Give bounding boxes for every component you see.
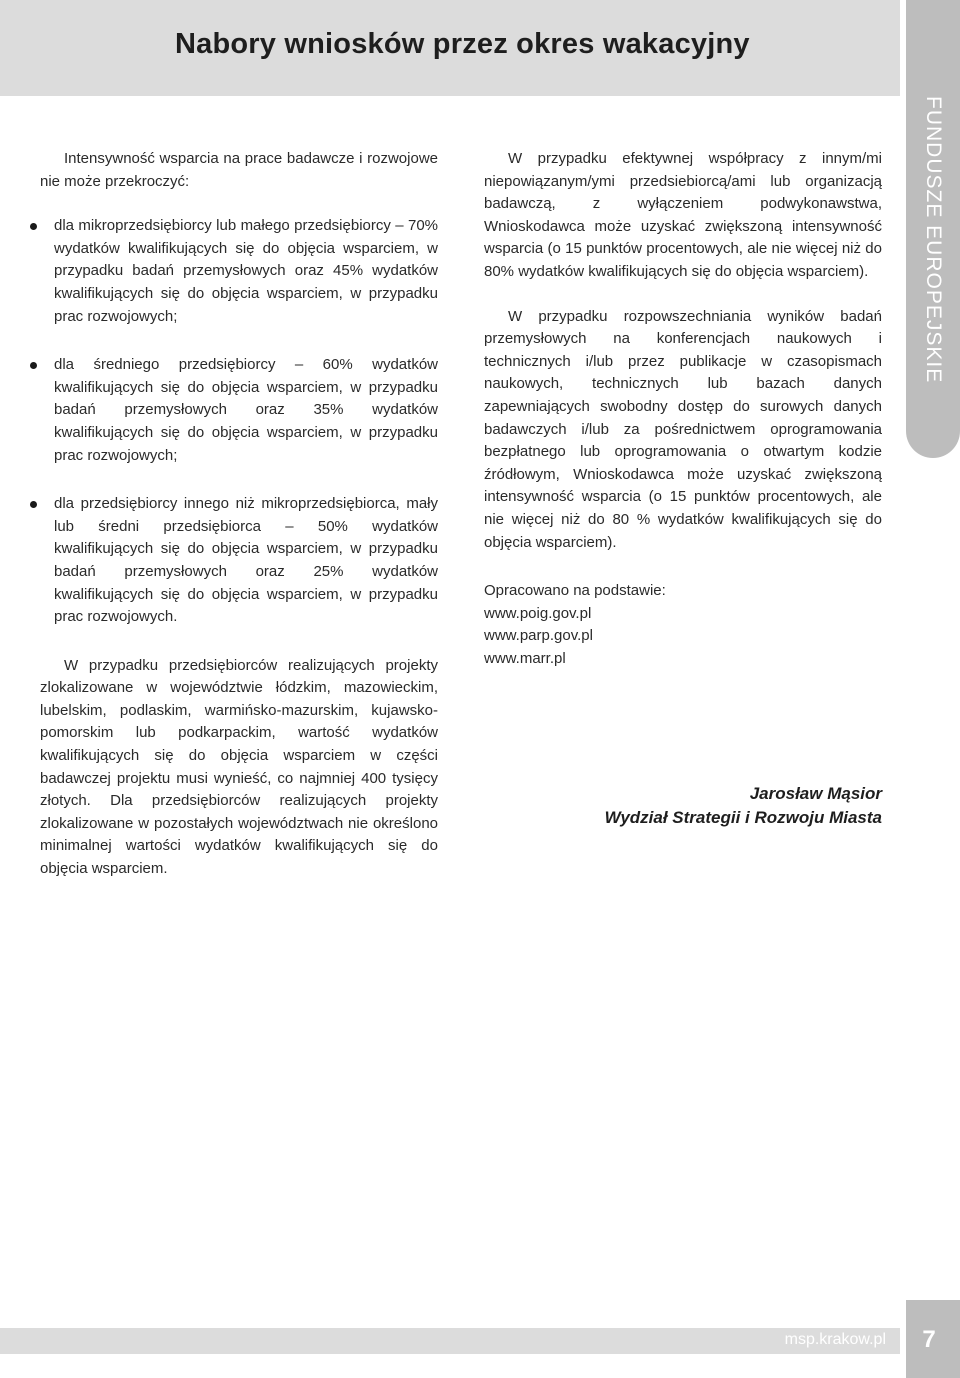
bullet-dot-icon	[30, 362, 37, 369]
page-number: 7	[922, 1326, 936, 1353]
footer-site-link[interactable]: msp.krakow.pl	[784, 1331, 886, 1348]
signature	[484, 782, 882, 830]
source-link-parp[interactable]: www.parp.gov.pl	[484, 627, 593, 645]
bullet-dot-icon	[30, 501, 37, 508]
left-column	[40, 148, 438, 881]
bullet-text: dla mikroprzedsiębiorcy lub małego przedsiębiorcy – 70% wydatków kwalifikujących się do objęcia wsparciem, w przypadku badań przemysłowych oraz 45% wydatków kwalifikujących się do objęcia wsparciem, w przypadku prac rozwojowych;	[54, 217, 438, 325]
side-tab-label: FUNDUSZE EUROPEJSKIE	[922, 96, 945, 384]
sources-label: Opracowano na podstawie:	[484, 582, 666, 600]
side-tab	[906, 0, 960, 458]
source-link-marr[interactable]: www.marr.pl	[484, 649, 566, 667]
page-number-box	[906, 1300, 960, 1378]
sources-list	[484, 580, 882, 670]
bullet-item-micro-small	[40, 215, 438, 328]
intro-paragraph: Intensywność wsparcia na prace badawcze i rozwojowe nie może przekroczyć:	[40, 150, 438, 190]
bullet-dot-icon	[30, 223, 37, 230]
signature-department: Wydział Strategii i Rozwoju Miasta	[604, 808, 882, 827]
cooperation-paragraph: W przypadku efektywnej współpracy z innym/mi niepowiązanym/ymi przedsiebiorcą/ami lub organizacją badawczą, z wyłączeniem podwykonawstwa, Wnioskodawca może uzyskać zwiększoną intensywność wsparcia (o 15 punktów procentowych, ale nie więcej niż do 80% wydatków kwalifikujących się do objęcia wsparciem).	[484, 150, 882, 280]
bullet-text: dla przedsiębiorcy innego niż mikroprzedsiębiorca, mały lub średni przedsiębiorca – 50% wydatków kwalifikujących się do objęcia wsparciem, w przypadku badań przemysłowych oraz 25% wydatków kwalifikujących się do objęcia wsparciem, w przypadku prac rozwojowych.	[54, 495, 438, 626]
right-column	[484, 148, 882, 670]
bullet-item-medium	[40, 354, 438, 467]
page-title: Nabory wniosków przez okres wakacyjny	[175, 28, 750, 60]
regions-paragraph: W przypadku przedsiębiorców realizujących projekty zlokalizowane w województwie łódzkim, mazowieckim, lubelskim, podlaskim, warmińsko-mazurskim, kujawsko-pomorskim lub podkarpackim, wartość wydatków kwalifikujących się do objęcia wsparciem w części badawczej projektu musi wynieść, co najmniej 400 tysięcy złotych. Dla przedsiębiorców realizujących projekty zlokalizowane w pozostałych województwach nie określono minimalnej wartości wydatków kwalifikujących się do objęcia wsparciem.	[40, 656, 438, 878]
bullet-text: dla średniego przedsiębiorcy – 60% wydatków kwalifikujących się do objęcia wsparciem, w przypadku badań przemysłowych oraz 35% wydatków kwalifikujących się do objęcia wsparciem, w przypadku prac rozwojowych;	[54, 356, 438, 464]
footer-band	[0, 1328, 900, 1354]
bullet-item-large	[40, 493, 438, 629]
source-link-poig[interactable]: www.poig.gov.pl	[484, 604, 592, 622]
dissemination-paragraph: W przypadku rozpowszechniania wyników badań przemysłowych na konferencjach naukowych i technicznych i/lub przez publikacje w czasopismach naukowych, technicznych lub bazach danych zapewniających swobodny dostęp do surowych danych badawczych i/lub za pośrednictwem oprogramowania bezpłatnego lub oprogramowania o otwartym kodzie źródłowym, Wnioskodawca może uzyskać zwiększoną intensywność wsparcia (o 15 punktów procentowych, ale nie więcej niż do 80 % wydatków kwalifikujących się do objęcia wsparciem).	[484, 307, 882, 551]
signature-name: Jarosław Mąsior	[749, 784, 882, 803]
